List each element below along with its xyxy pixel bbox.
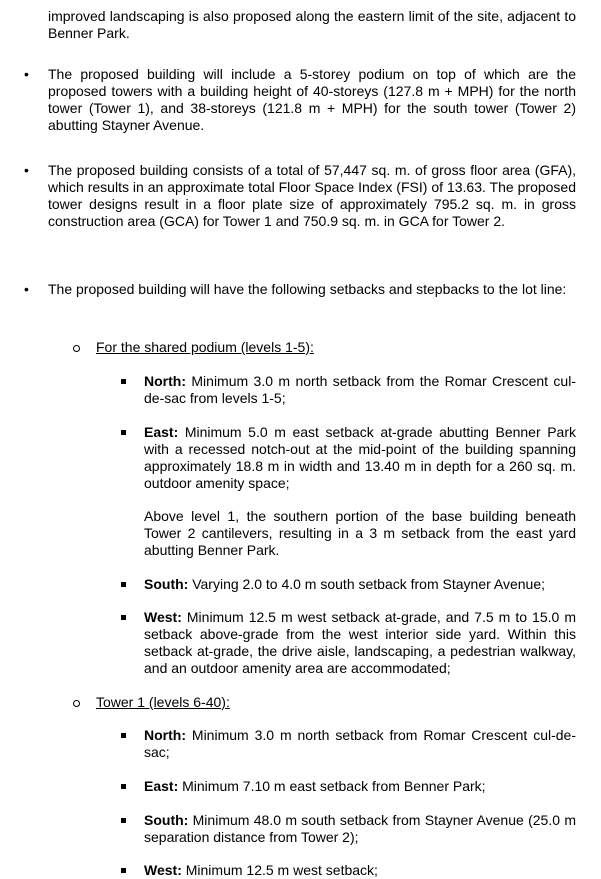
podium-heading: For the shared podium (levels 1-5): (96, 339, 314, 355)
podium-south-text: Varying 2.0 to 4.0 m south setback from Stayner Avenue; (188, 576, 546, 592)
hollow-circle-icon (73, 700, 80, 707)
podium-north-label: North: (144, 373, 186, 389)
square-bullet-icon (121, 430, 126, 435)
tower1-south-label: South: (144, 812, 189, 828)
podium-north-item (144, 373, 576, 407)
podium-west-item (144, 609, 576, 677)
podium-west-label: West: (144, 609, 182, 625)
podium-east-note: Above level 1, the southern portion of the base building beneath Tower 2 cantilevers, resulting in a 3 m setback from the east yard abutting Benner Park. (144, 508, 576, 558)
podium-south-label: South: (144, 576, 189, 592)
tower1-east-text: Minimum 7.10 m east setback from Benner Park; (178, 778, 486, 794)
tower1-north-item (144, 727, 576, 761)
tower1-heading: Tower 1 (levels 6-40): (96, 694, 230, 710)
square-bullet-icon (121, 379, 126, 384)
podium-north-text: Minimum 3.0 m north setback from the Romar Crescent cul-de-sac from levels 1-5; (144, 373, 576, 406)
bullet-paragraph-gfa: The proposed building consists of a total of 57,447 sq. m. of gross floor area (GFA), which results in an approximate total Floor Space Index (FSI) of 13.63. The proposed tower designs result in a floor plate size of approximately 795.2 sq. m. in gross construction area (GCA) for Tower 1 and 750.9 sq. m. in GCA for Tower 2. (48, 162, 576, 229)
bullet-icon: • (24, 66, 29, 82)
square-bullet-icon (121, 784, 126, 789)
square-bullet-icon (121, 818, 126, 823)
square-bullet-icon (121, 582, 126, 587)
tower1-west-item (144, 862, 576, 879)
tower1-north-text: Minimum 3.0 m north setback from Romar Crescent cul-de-sac; (144, 727, 576, 760)
podium-east-item (144, 424, 576, 492)
podium-east-text: Minimum 5.0 m east setback at-grade abutting Benner Park with a recessed notch-out at the mid-point of the building spanning approximately 18.8 m in width and 13.40 m in depth for a 260 sq. m. outdoor amenity space; (144, 424, 576, 491)
tower1-west-text: Minimum 12.5 m west setback; (181, 862, 378, 878)
bullet-paragraph-height: The proposed building will include a 5-storey podium on top of which are the proposed towers with a building height of 40-storeys (127.8 m + MPH) for the north tower (Tower 1), and 38-storeys (121.8 m + MPH) for the south tower (Tower 2) abutting Stayner Avenue. (48, 66, 576, 133)
hollow-circle-icon (73, 345, 80, 352)
tower1-south-text: Minimum 48.0 m south setback from Stayner Avenue (25.0 m separation distance from Tower 2); (144, 812, 576, 845)
tower1-west-label: West: (144, 862, 182, 878)
bullet-icon: • (24, 162, 29, 178)
bullet-icon: • (24, 281, 29, 297)
square-bullet-icon (121, 733, 126, 738)
podium-west-text: Minimum 12.5 m west setback at-grade, and 7.5 m to 15.0 m setback above-grade from the west interior side yard. Within this setback at-grade, the drive aisle, landscaping, a pedestrian walkway, and an outdoor amenity area are accommodated; (144, 609, 576, 676)
tower1-north-label: North: (144, 727, 186, 743)
tower1-east-label: East: (144, 778, 179, 794)
bullet-paragraph-setbacks: The proposed building will have the following setbacks and stepbacks to the lot line: (48, 281, 567, 297)
intro-paragraph: improved landscaping is also proposed along the eastern limit of the site, adjacent to Benner Park. (48, 8, 576, 41)
square-bullet-icon (121, 615, 126, 620)
podium-east-label: East: (144, 424, 179, 440)
tower1-east-item (144, 778, 576, 795)
square-bullet-icon (121, 868, 126, 873)
podium-south-item (144, 576, 576, 593)
tower1-south-item (144, 812, 576, 846)
